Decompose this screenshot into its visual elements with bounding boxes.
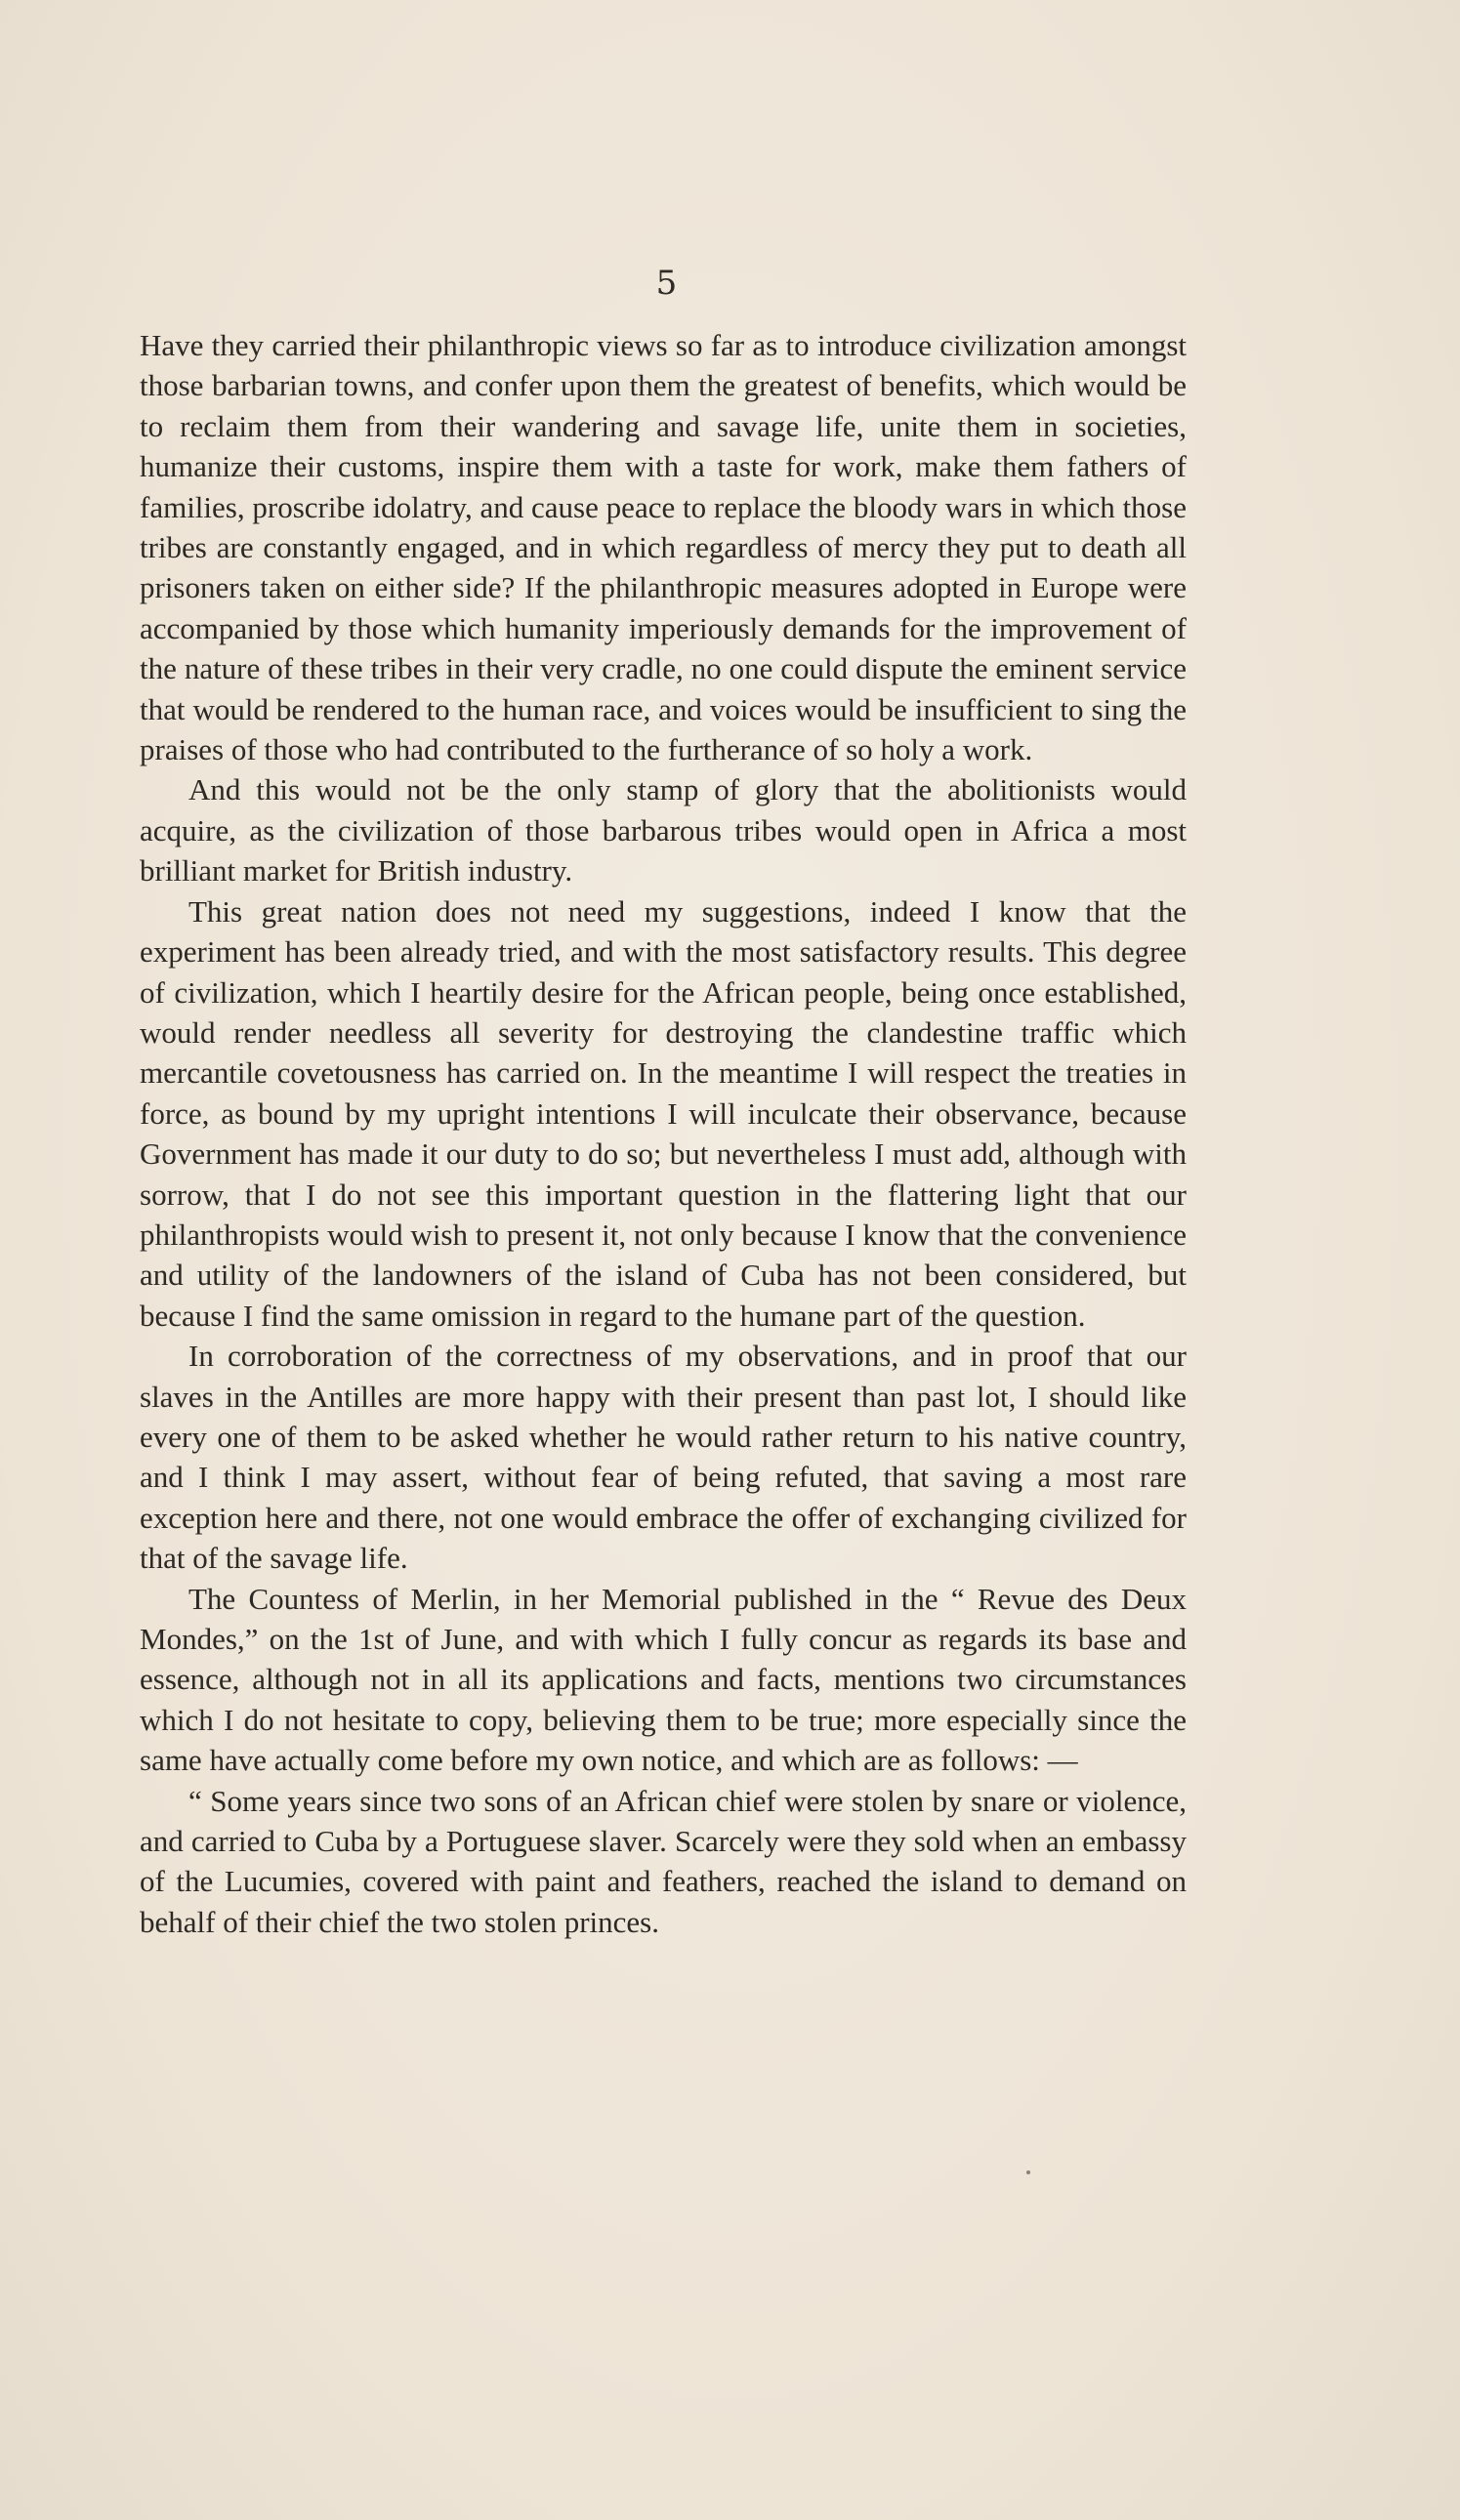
body-text — [140, 325, 1187, 1942]
paragraph-corroboration: In corroboration of the correctness of my observations, and in proof that our slaves in the Antilles are more happy with their present than past lot, I should like every one of them to be asked whether he would rather return to his native country, and I think I may assert, without fear of being refuted, that saving a most rare exception here and there, not one would embrace the offer of exchanging civilized for that of the savage life. — [140, 1339, 1187, 1576]
paper-speck — [1026, 2170, 1030, 2174]
paragraph-abolitionists: And this would not be the only stamp of glory that the abolitionists would acquire, as the civilization of those barbarous tribes would open in Africa a most brilliant market for British industry. — [140, 772, 1187, 888]
paragraph-quotation: “ Some years since two sons of an African chief were stolen by snare or violence, and carried to Cuba by a Portuguese slaver. Scarcely were they sold when an embassy of the Lucumies, covered with paint and feathers, reached the island to demand on behalf of their chief the two stolen princes. — [140, 1783, 1187, 1939]
paragraph-countess-merlin: The Countess of Merlin, in her Memorial published in the “ Revue des Deux Mondes,” on the 1st of June, and with which I fully concur as regards its base and essence, although not in all its applications and facts, mentions two circumstances which I do not hesitate to copy, believing them to be true; more especially since the same have actually come before my own notice, and which are as follows: — — [140, 1581, 1187, 1778]
paragraph-civilization: Have they carried their philanthropic views so far as to introduce civilization amongst those barbarian towns, and confer upon them the greatest of benefits, which would be to reclaim them from their wandering and savage life, unite them in societies, humanize their customs, inspire them with a taste for work, make them fathers of families, proscribe idolatry, and cause peace to replace the bloody wars in which those tribes are constantly engaged, and in which regardless of mercy they put to death all prisoners taken on either side? If the philanthropic measures adopted in Europe were accompanied by those which humanity imperiously demands for the improvement of the nature of these tribes in their very cradle, no one could dispute the eminent service that would be rendered to the human race, and voices would be insufficient to sing the praises of those who had contributed to the furtherance of so holy a work. — [140, 328, 1187, 767]
page-number: 5 — [655, 264, 678, 303]
paragraph-great-nation: This great nation does not need my suggestions, indeed I know that the experiment has been already tried, and with the most satisfactory results. This degree of civilization, which I heartily desire for the African people, being once established, would render needless all severity for destroying the clandestine traffic which mercantile covetousness has carried on. In the meantime I will respect the treaties in force, as bound by my upright intentions I will inculcate their observance, because Government has made it our duty to do so; but nevertheless I must add, although with sorrow, that I do not see this important question in the flattering light that our philanthropists would wish to present it, not only because I know that the convenience and utility of the landowners of the island of Cuba has not been considered, but because I find the same omission in regard to the humane part of the question. — [140, 893, 1187, 1333]
